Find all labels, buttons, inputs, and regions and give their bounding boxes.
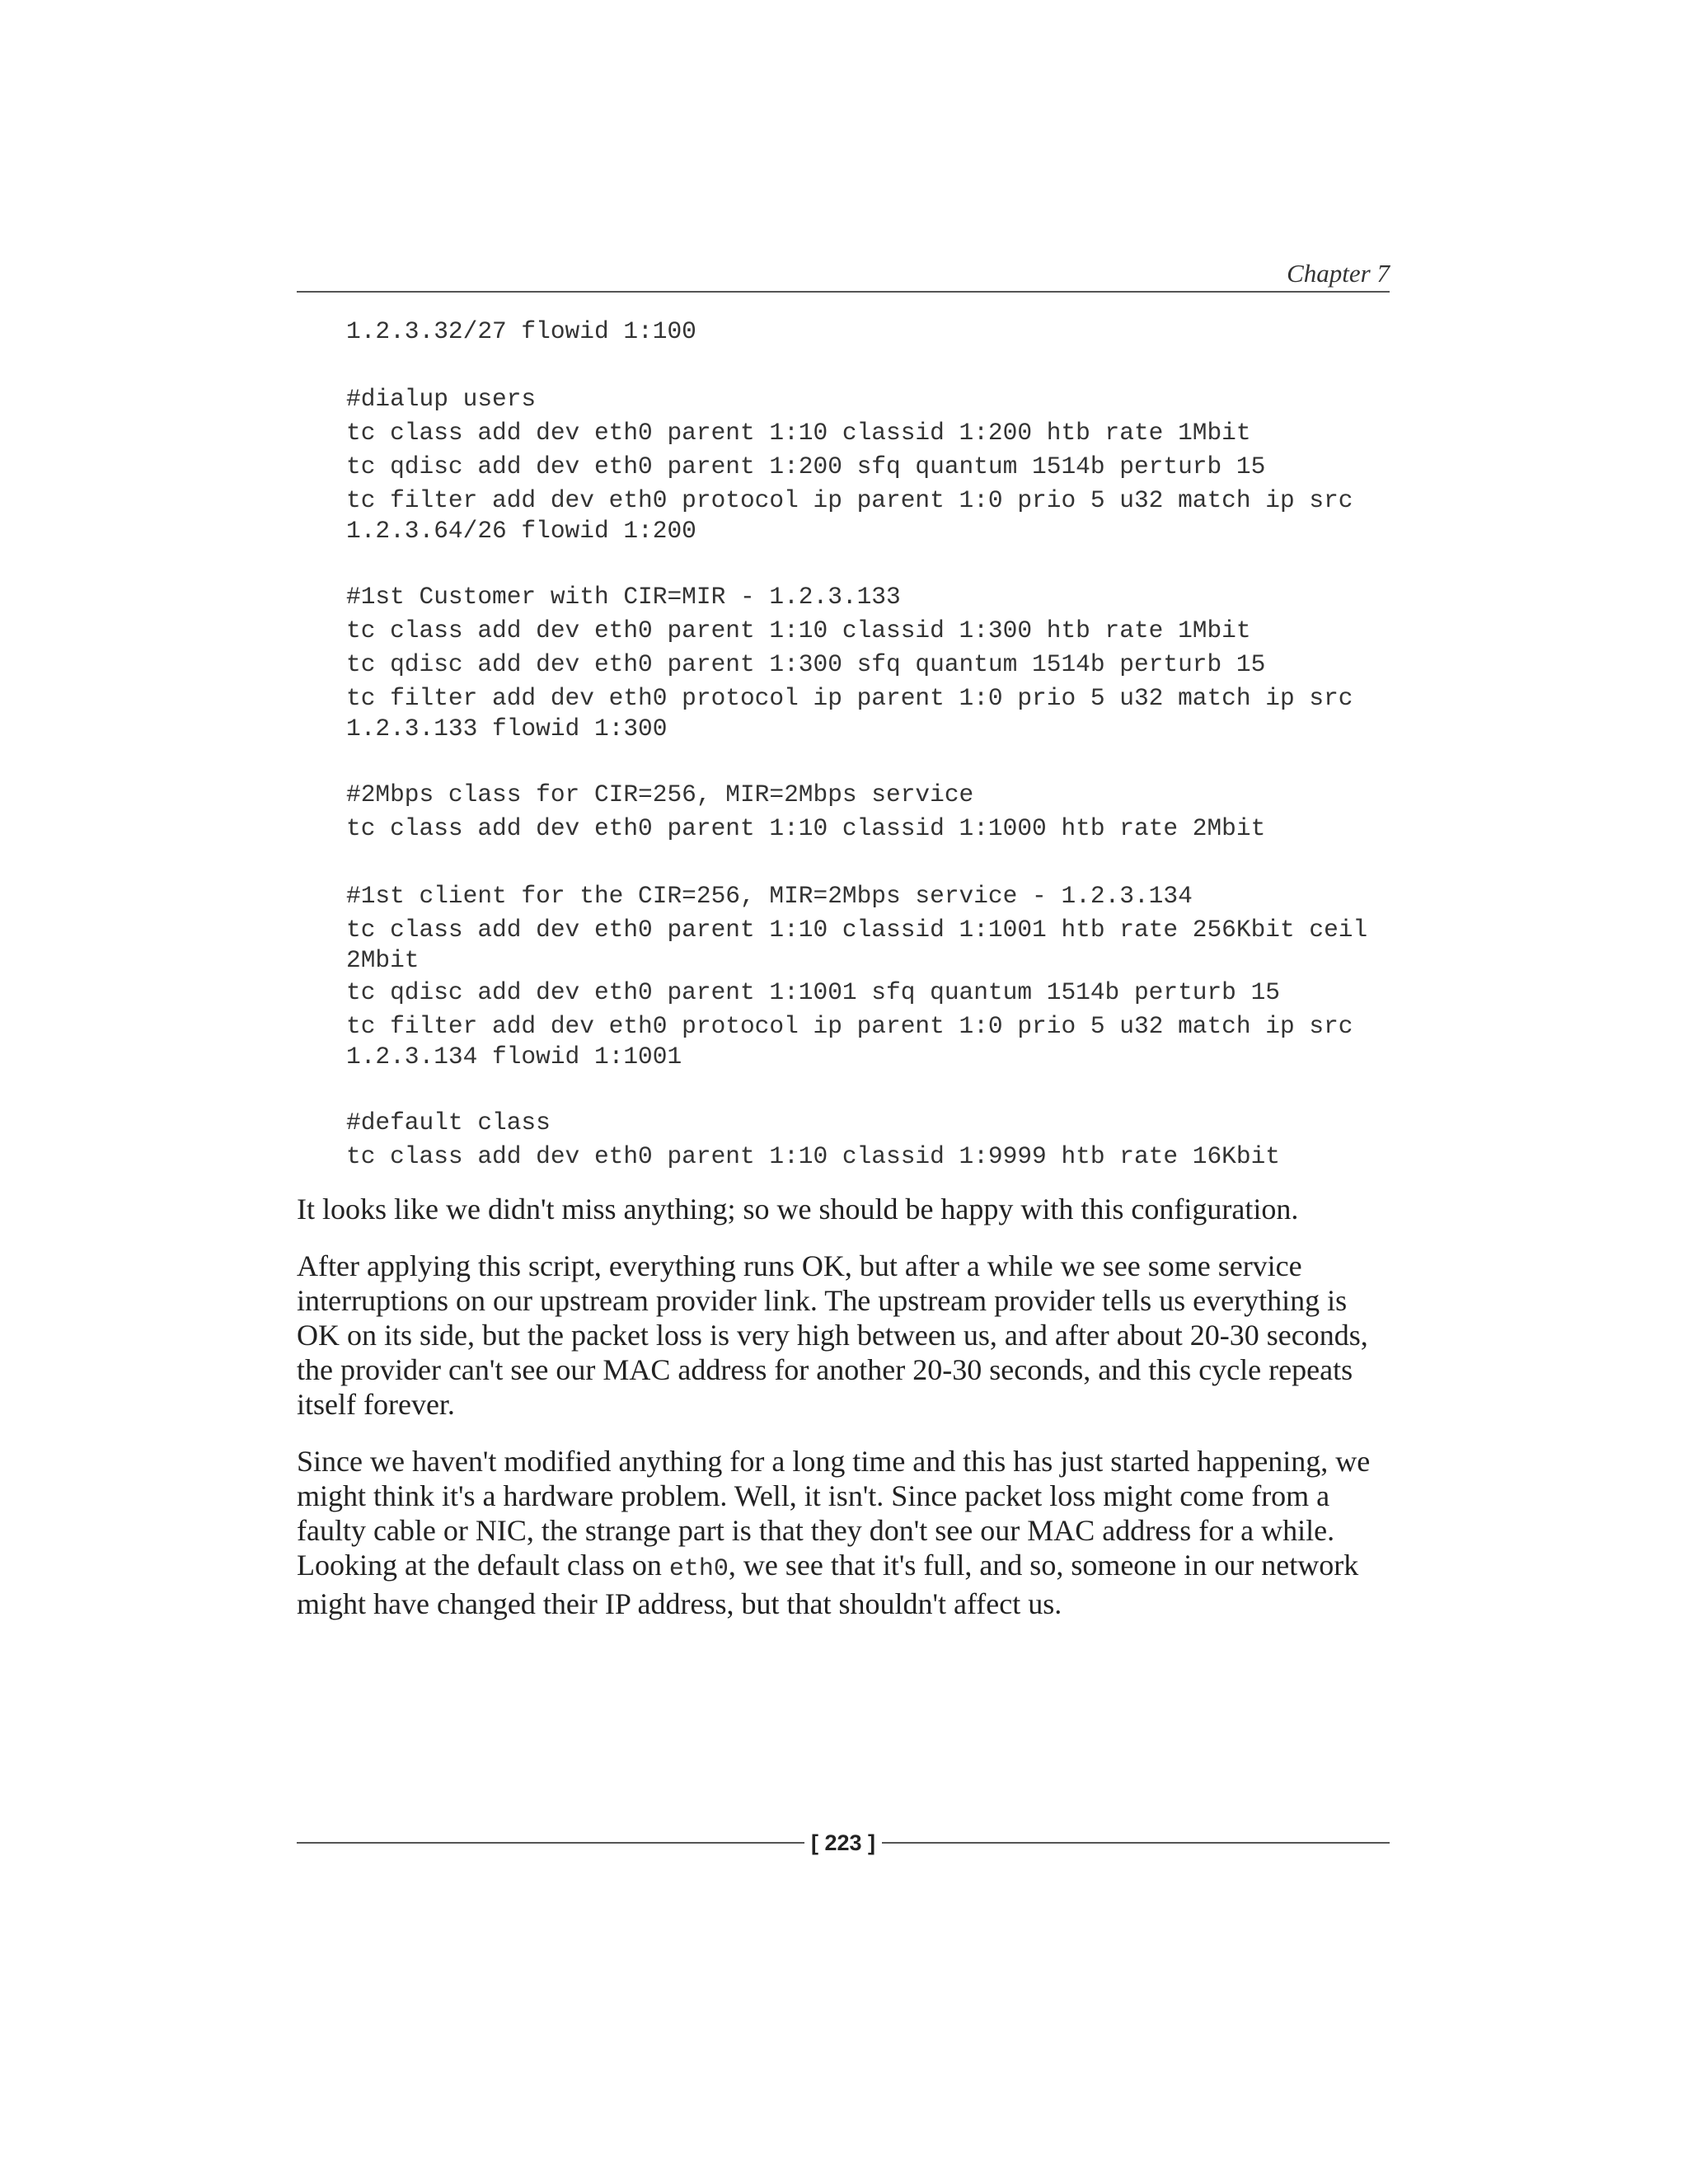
code-listing xyxy=(346,316,1401,1172)
body-text xyxy=(297,1192,1393,1643)
code-line: tc filter add dev eth0 protocol ip parent 1:0 prio 5 u32 match ip src xyxy=(346,486,1353,514)
header-divider xyxy=(297,291,1390,293)
code-line: 1.2.3.64/26 flowid 1:200 xyxy=(346,517,696,545)
code-line: tc filter add dev eth0 protocol ip parent 1:0 prio 5 u32 match ip src xyxy=(346,684,1353,712)
code-line: tc filter add dev eth0 protocol ip parent 1:0 prio 5 u32 match ip src xyxy=(346,1012,1353,1040)
footer-rule-right xyxy=(882,1842,1390,1844)
code-blank-line xyxy=(346,1071,1401,1108)
code-line: #1st client for the CIR=256, MIR=2Mbps service - 1.2.3.134 xyxy=(346,882,1193,910)
page-number: [ 223 ] xyxy=(810,1830,876,1855)
page-footer xyxy=(297,1826,1390,1859)
code-line: tc qdisc add dev eth0 parent 1:1001 sfq quantum 1514b perturb 15 xyxy=(346,978,1280,1006)
paragraph-3 xyxy=(297,1444,1393,1621)
code-blank-line xyxy=(346,347,1401,384)
code-line: tc class add dev eth0 parent 1:10 classid 1:200 htb rate 1Mbit xyxy=(346,419,1251,447)
code-line: #default class xyxy=(346,1108,551,1137)
code-line: tc qdisc add dev eth0 parent 1:200 sfq quantum 1514b perturb 15 xyxy=(346,452,1266,480)
code-line: tc class add dev eth0 parent 1:10 classid 1:9999 htb rate 16Kbit xyxy=(346,1142,1280,1170)
code-line: #1st Customer with CIR=MIR - 1.2.3.133 xyxy=(346,583,901,611)
code-line: 1.2.3.133 flowid 1:300 xyxy=(346,715,668,743)
code-line: tc qdisc add dev eth0 parent 1:300 sfq quantum 1514b perturb 15 xyxy=(346,650,1266,678)
paragraph-3-text-end: , we see that it's full, and so, someone in our network might have changed their IP address, but that shouldn't affect us. xyxy=(297,1549,1359,1620)
paragraph-3-text-start: Since we haven't modified anything for a long time and this has just started happening, we might think it's a hardware problem. Well, it isn't. Since packet loss might come from a faulty cable or NIC, the strange part is that they don't see our MAC address for a while. Looking at the default class on xyxy=(297,1445,1371,1582)
inline-code-eth0: eth0 xyxy=(668,1555,729,1583)
code-line: tc class add dev eth0 parent 1:10 classid 1:1000 htb rate 2Mbit xyxy=(346,814,1266,842)
paragraph-1: It looks like we didn't miss anything; so we should be happy with this configuration. xyxy=(297,1193,1299,1226)
code-line: #2Mbps class for CIR=256, MIR=2Mbps service xyxy=(346,780,974,808)
code-line: 2Mbit xyxy=(346,946,420,974)
footer-rule-left xyxy=(297,1842,804,1844)
code-blank-line xyxy=(346,844,1401,881)
code-line: tc class add dev eth0 parent 1:10 classid 1:300 htb rate 1Mbit xyxy=(346,616,1251,644)
code-line: 1.2.3.32/27 flowid 1:100 xyxy=(346,317,696,345)
chapter-running-head: Chapter 7 xyxy=(1287,259,1390,288)
code-line: #dialup users xyxy=(346,385,537,413)
code-blank-line xyxy=(346,743,1401,780)
code-line: 1.2.3.134 flowid 1:1001 xyxy=(346,1043,682,1071)
code-blank-line xyxy=(346,545,1401,582)
code-line: tc class add dev eth0 parent 1:10 classid 1:1001 htb rate 256Kbit ceil xyxy=(346,916,1368,944)
paragraph-2: After applying this script, everything runs OK, but after a while we see some service interruptions on our upstream provider link. The upstream provider tells us everything is OK on its side, but the packet loss is very high between us, and after about 20-30 seconds, the provider can't see our MAC address for another 20-30 seconds, and this cycle repeats itself forever. xyxy=(297,1249,1368,1421)
